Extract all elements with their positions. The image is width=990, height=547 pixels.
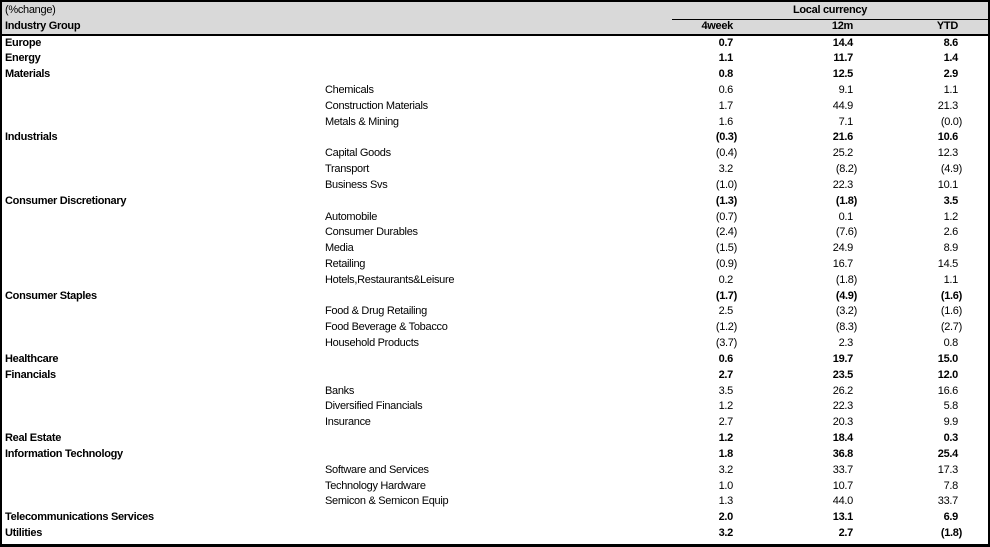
row-label: Telecommunications Services [5,511,154,524]
industry-group-header: Industry Group [5,20,81,32]
value-4week: 1.6 [718,115,733,128]
value-ytd: 0.3 [943,432,958,445]
value-12m: 10.7 [832,479,853,492]
value-4week: 1.7 [718,99,733,112]
table-row [2,526,988,542]
value-12m: 2.7 [838,527,853,540]
row-label: Information Technology [5,447,123,460]
table-row [2,288,988,304]
value-12m: 16.7 [832,258,853,270]
value-4week: 1.0 [718,479,733,492]
row-label: Semicon & Semicon Equip [325,495,449,508]
value-ytd: 0.8 [943,337,958,350]
row-label: Consumer Staples [5,289,97,302]
value-12m: 26.2 [832,384,853,397]
row-label: Banks [325,384,355,397]
row-label: Real Estate [5,432,62,445]
table-row [2,510,988,526]
row-label: Diversified Financials [325,400,423,413]
value-ytd: 25.4 [937,447,958,460]
value-12m: (4.9) [835,289,857,302]
value-ytd: 17.3 [937,463,958,476]
value-12m: 11.7 [833,52,853,65]
table-row [2,114,988,130]
value-12m: 44.9 [832,99,853,112]
value-12m: 21.6 [832,131,853,144]
value-4week: 3.2 [718,163,733,176]
value-ytd: 7.8 [943,479,958,492]
value-12m: 22.3 [832,178,853,191]
row-label: Media [325,242,354,255]
value-4week: 2.5 [718,305,733,318]
row-label: Business Svs [325,178,388,191]
value-ytd: 21.3 [937,99,958,112]
row-label: Materials [5,68,50,81]
value-ytd: 8.6 [943,36,958,49]
value-ytd: 12.0 [937,368,958,381]
table-row [2,193,988,209]
value-4week: (1.0) [715,178,737,191]
value-4week: 2.0 [718,511,733,524]
table-row [2,399,988,415]
value-4week: (3.7) [715,337,737,350]
value-ytd: 1.4 [943,52,958,65]
value-4week: 2.7 [718,416,733,429]
table-row [2,367,988,383]
table-row [2,447,988,463]
table-row [2,415,988,431]
value-ytd: 6.9 [943,511,958,524]
table-row [2,177,988,193]
pct-change-label: (%change) [5,4,56,16]
value-ytd: 5.8 [943,400,958,413]
table-row [2,209,988,225]
value-12m: 0.1 [838,210,853,223]
row-label: Consumer Durables [325,226,418,239]
value-4week: (0.4) [715,147,737,160]
value-12m: 2.3 [838,337,853,350]
value-ytd: 8.9 [943,242,958,255]
value-ytd: 14.5 [937,258,958,270]
value-ytd: (1.8) [940,527,962,540]
value-ytd: 3.5 [943,194,958,207]
value-12m: 25.2 [832,147,853,160]
row-label: Europe [5,36,42,49]
row-label: Energy [5,52,41,65]
table-row [2,431,988,447]
value-12m: 7.1 [838,115,853,128]
value-ytd: 9.9 [943,416,958,429]
value-12m: (1.8) [835,273,857,286]
table-row [2,257,988,273]
value-ytd: 2.9 [943,68,958,81]
table-row [2,130,988,146]
value-4week: (0.7) [715,210,737,223]
value-12m: 18.4 [832,432,853,445]
column-header-4week: 4week [701,20,733,33]
value-12m: 13.1 [832,511,853,524]
table-row [2,35,988,51]
value-ytd: (0.0) [940,115,962,128]
value-12m: 33.7 [832,463,853,476]
value-4week: 3.2 [718,527,733,540]
table-row [2,146,988,162]
table-row [2,336,988,352]
row-label: Food & Drug Retailing [325,305,427,318]
value-ytd: 12.3 [937,147,958,160]
value-4week: 1.2 [718,400,733,413]
row-label: Consumer Discretionary [5,194,127,207]
value-4week: (2.4) [715,226,737,239]
row-label: Food Beverage & Tobacco [325,321,448,334]
row-label: Chemicals [325,83,374,96]
row-label: Construction Materials [325,99,428,112]
table-header [2,2,988,35]
row-label: Transport [325,163,369,176]
row-label: Utilities [5,527,43,540]
value-ytd: (2.7) [940,321,962,334]
value-12m: 20.3 [832,416,853,429]
value-4week: 2.7 [718,368,733,381]
table-row [2,241,988,257]
row-label: Household Products [325,337,419,350]
value-12m: 36.8 [832,447,853,460]
value-4week: 0.2 [718,273,733,286]
value-4week: 3.5 [718,384,733,397]
industry-performance-table [2,2,988,542]
value-12m: (8.2) [835,163,857,176]
table-body [2,35,988,542]
table-row [2,82,988,98]
table-row [2,98,988,114]
row-label: Retailing [325,258,366,270]
value-4week: 1.1 [718,52,733,65]
value-4week: 3.2 [718,463,733,476]
local-currency-header: Local currency [672,2,988,19]
row-label: Industrials [5,131,58,144]
value-ytd: 1.1 [943,273,958,286]
row-label: Technology Hardware [325,479,426,492]
value-ytd: 10.6 [937,131,958,144]
row-label: Healthcare [5,352,59,365]
value-ytd: 10.1 [937,178,958,191]
value-12m: 14.4 [832,36,853,49]
value-4week: (1.3) [715,194,737,207]
header-row-columns [2,19,988,35]
row-label: Metals & Mining [325,115,399,128]
value-ytd: 15.0 [937,352,958,365]
value-ytd: 2.6 [943,226,958,239]
value-12m: 19.7 [832,352,853,365]
row-label: Software and Services [325,463,429,476]
table-row [2,320,988,336]
table-row [2,67,988,83]
column-header-12m: 12m [831,20,853,33]
value-12m: (1.8) [835,194,857,207]
value-12m: 23.5 [832,368,853,381]
value-12m: (7.6) [835,226,857,239]
value-ytd: (4.9) [940,163,962,176]
value-ytd: 1.1 [943,83,958,96]
value-4week: 1.2 [718,432,733,445]
value-ytd: (1.6) [940,305,962,318]
table-row [2,462,988,478]
value-4week: (1.7) [715,289,737,302]
value-4week: 0.7 [718,36,733,49]
value-12m: (3.2) [835,305,857,318]
table-row [2,225,988,241]
value-12m: 9.1 [838,83,853,96]
header-row-currency [2,2,988,19]
value-4week: 1.8 [718,447,733,460]
value-4week: (0.3) [715,131,737,144]
value-12m: 12.5 [832,68,853,81]
value-ytd: 1.2 [943,210,958,223]
value-ytd: 33.7 [937,495,958,508]
value-4week: (1.5) [715,242,737,255]
value-4week: 0.6 [718,83,733,96]
row-label: Insurance [325,416,371,429]
table-row [2,51,988,67]
table-row [2,162,988,178]
column-header-ytd: YTD [936,20,958,33]
value-4week: 1.3 [718,495,733,508]
table-row [2,352,988,368]
value-4week: (0.9) [715,258,737,270]
table-row [2,304,988,320]
table-row [2,383,988,399]
value-ytd: (1.6) [940,289,962,302]
table-row [2,272,988,288]
value-4week: (1.2) [715,321,737,334]
value-12m: 22.3 [832,400,853,413]
table-row [2,494,988,510]
row-label: Capital Goods [325,147,391,160]
value-ytd: 16.6 [937,384,958,397]
row-label: Hotels,Restaurants&Leisure [325,273,455,286]
value-4week: 0.8 [718,68,733,81]
row-label: Automobile [325,210,378,223]
value-4week: 0.6 [718,352,733,365]
value-12m: 44.0 [832,495,853,508]
value-12m: 24.9 [832,242,853,255]
value-12m: (8.3) [835,321,857,334]
row-label: Financials [5,368,56,381]
table-row [2,478,988,494]
